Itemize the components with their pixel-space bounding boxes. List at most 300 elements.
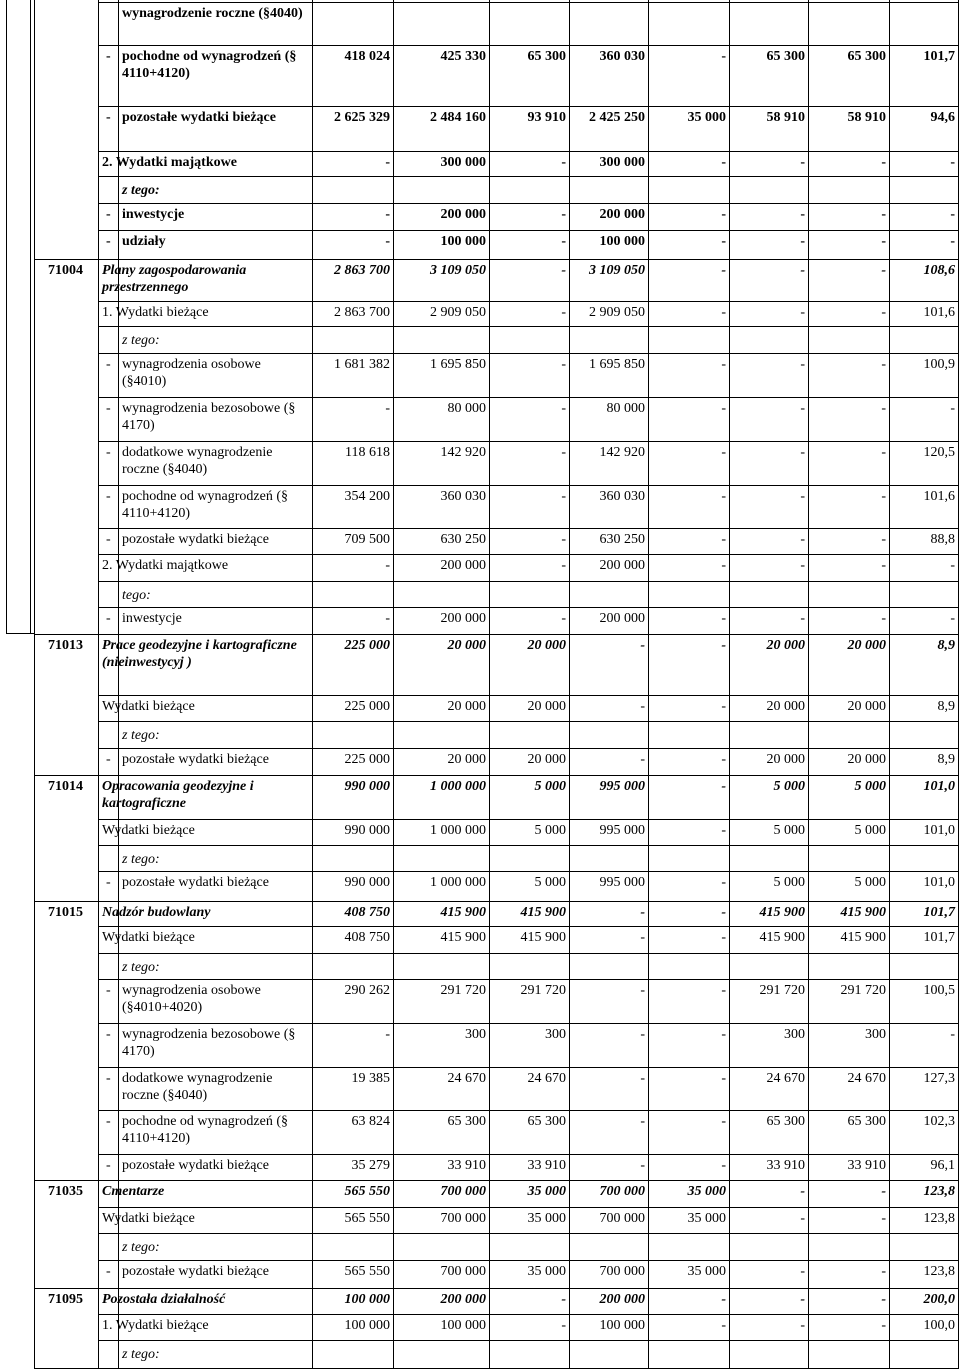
value-cell: 8,9 — [937, 752, 955, 767]
section-title: Prace geodezyjne i kartograficzne (nieinwestycyj ) — [102, 638, 297, 670]
value-cell: - — [640, 1027, 645, 1042]
value-cell: - — [881, 489, 886, 504]
value-cell: 100 000 — [599, 1318, 645, 1333]
section-code: 71014 — [48, 779, 83, 794]
value-cell: 108,6 — [923, 263, 955, 278]
item-label: pochodne od wynagrodzeń (§ 4110+4120) — [122, 489, 289, 521]
item-dash: - — [106, 234, 111, 249]
category-label: Wydatki bieżące — [102, 823, 195, 838]
value-cell: - — [800, 1264, 805, 1279]
value-cell: 995 000 — [599, 823, 645, 838]
item-dash: - — [106, 752, 111, 767]
value-cell: - — [800, 1292, 805, 1307]
value-cell: 20 000 — [527, 752, 566, 767]
row-divider — [98, 301, 958, 302]
row-divider — [98, 441, 958, 442]
row-divider — [98, 1260, 958, 1261]
value-cell: 118 618 — [345, 445, 390, 460]
value-cell: - — [561, 489, 566, 504]
category-label: 2. Wydatki majątkowe — [102, 558, 229, 573]
item-dash: - — [106, 207, 111, 222]
value-cell: 565 550 — [344, 1184, 390, 1199]
value-cell: - — [721, 489, 726, 504]
value-cell: 354 200 — [344, 489, 390, 504]
value-cell: 300 000 — [599, 155, 645, 170]
value-cell: - — [721, 779, 726, 794]
value-cell: 990 000 — [344, 823, 390, 838]
item-label: pozostałe wydatki bieżące — [122, 1158, 269, 1173]
value-cell: 33 910 — [447, 1158, 486, 1173]
row-divider — [98, 1067, 958, 1068]
value-cell: - — [640, 1114, 645, 1129]
value-cell: - — [561, 1292, 566, 1307]
item-label: pozostałe wydatki bieżące — [122, 532, 269, 547]
category-label: Wydatki bieżące — [102, 699, 195, 714]
value-cell: 709 500 — [344, 532, 390, 547]
value-cell: 35 279 — [351, 1158, 390, 1173]
value-cell: - — [950, 1027, 955, 1042]
value-cell: 65 300 — [527, 1114, 566, 1129]
value-cell: 100 000 — [344, 1318, 390, 1333]
row-divider — [98, 953, 958, 954]
value-cell: - — [950, 558, 955, 573]
value-cell: 120,5 — [923, 445, 955, 460]
value-cell: - — [721, 699, 726, 714]
value-cell: 101,6 — [923, 489, 955, 504]
value-cell: - — [561, 305, 566, 320]
value-cell: - — [721, 558, 726, 573]
value-cell: 24 670 — [527, 1071, 566, 1086]
value-cell: 360 030 — [440, 489, 486, 504]
value-cell: 415 900 — [840, 905, 886, 920]
value-cell: 225 000 — [344, 699, 390, 714]
row-divider — [34, 1180, 958, 1181]
value-cell: - — [881, 1264, 886, 1279]
value-cell: 5 000 — [854, 823, 886, 838]
value-cell: - — [881, 532, 886, 547]
value-cell: - — [800, 489, 805, 504]
item-dash: - — [106, 1264, 111, 1279]
value-cell: - — [561, 558, 566, 573]
value-cell: 100,9 — [923, 357, 955, 372]
value-cell: - — [881, 305, 886, 320]
value-cell: - — [721, 305, 726, 320]
value-cell: 33 910 — [527, 1158, 566, 1173]
value-cell: 291 720 — [520, 983, 566, 998]
value-cell: 700 000 — [440, 1264, 486, 1279]
row-divider — [98, 2, 958, 3]
value-cell: 415 900 — [840, 930, 886, 945]
value-cell: - — [721, 611, 726, 626]
value-cell: 123,8 — [923, 1264, 955, 1279]
value-cell: 200 000 — [599, 1292, 645, 1307]
value-cell: 101,0 — [923, 875, 955, 890]
value-cell: - — [881, 1184, 886, 1199]
item-label: inwestycje — [122, 207, 185, 222]
value-cell: - — [385, 1027, 390, 1042]
value-cell: 2 484 160 — [430, 110, 486, 125]
value-cell: 5 000 — [773, 779, 805, 794]
value-cell: 200 000 — [440, 207, 486, 222]
value-cell: - — [721, 905, 726, 920]
value-cell: - — [881, 401, 886, 416]
value-cell: - — [561, 155, 566, 170]
item-label: wynagrodzenia bezosobowe (§ 4170) — [122, 401, 296, 433]
value-cell: - — [721, 1318, 726, 1333]
value-cell: 20 000 — [847, 699, 886, 714]
value-cell: 20 000 — [766, 638, 805, 653]
value-cell: - — [881, 207, 886, 222]
value-cell: - — [721, 823, 726, 838]
value-cell: - — [721, 234, 726, 249]
item-dash: - — [106, 983, 111, 998]
value-cell: - — [640, 638, 645, 653]
value-cell: - — [721, 532, 726, 547]
value-cell: - — [721, 1027, 726, 1042]
value-cell: - — [800, 207, 805, 222]
value-cell: - — [800, 1318, 805, 1333]
row-divider — [98, 581, 958, 582]
item-dash: - — [106, 1027, 111, 1042]
page-margin-line — [6, 633, 34, 634]
value-cell: 65 300 — [766, 49, 805, 64]
category-label: Wydatki bieżące — [102, 1211, 195, 1226]
value-cell: - — [800, 558, 805, 573]
value-cell: 300 — [865, 1027, 886, 1042]
z-tego-label: z tego: — [122, 728, 160, 743]
value-cell: 65 300 — [847, 1114, 886, 1129]
value-cell: - — [561, 445, 566, 460]
value-cell: 101,0 — [923, 823, 955, 838]
row-divider — [98, 1314, 958, 1315]
z-tego-label: z tego: — [122, 960, 160, 975]
row-divider — [98, 353, 958, 354]
value-cell: 20 000 — [766, 752, 805, 767]
value-cell: 291 720 — [440, 983, 486, 998]
value-cell: 101,7 — [923, 930, 955, 945]
value-cell: 225 000 — [344, 638, 390, 653]
section-code: 71015 — [48, 905, 83, 920]
value-cell: 19 385 — [351, 1071, 390, 1086]
value-cell: - — [721, 930, 726, 945]
value-cell: 565 550 — [344, 1264, 390, 1279]
value-cell: 93 910 — [527, 110, 566, 125]
value-cell: 200 000 — [440, 1292, 486, 1307]
value-cell: - — [561, 532, 566, 547]
value-cell: - — [640, 699, 645, 714]
row-divider — [34, 1288, 958, 1289]
value-cell: 58 910 — [766, 110, 805, 125]
value-cell: - — [721, 1292, 726, 1307]
value-cell: - — [881, 357, 886, 372]
value-cell: - — [800, 1211, 805, 1226]
item-label: wynagrodzenie roczne (§4040) — [122, 6, 303, 21]
value-cell: 101,7 — [923, 905, 955, 920]
value-cell: 35 000 — [687, 1184, 726, 1199]
value-cell: - — [385, 234, 390, 249]
row-divider — [98, 176, 958, 177]
value-cell: - — [881, 558, 886, 573]
item-label: pochodne od wynagrodzeń (§ 4110+4120) — [122, 49, 297, 81]
category-label: 1. Wydatki bieżące — [102, 305, 209, 320]
value-cell: 630 250 — [440, 532, 486, 547]
value-cell: 630 250 — [599, 532, 645, 547]
value-cell: - — [721, 1071, 726, 1086]
value-cell: 20 000 — [847, 752, 886, 767]
value-cell: 5 000 — [773, 875, 805, 890]
value-cell: 58 910 — [847, 110, 886, 125]
value-cell: 300 — [545, 1027, 566, 1042]
value-cell: 995 000 — [599, 875, 645, 890]
z-tego-label: z tego: — [122, 333, 160, 348]
value-cell: - — [385, 207, 390, 222]
value-cell: - — [721, 263, 726, 278]
col-divider — [98, 0, 99, 1369]
value-cell: 127,3 — [923, 1071, 955, 1086]
col-divider — [393, 0, 394, 1369]
value-cell: 35 000 — [527, 1264, 566, 1279]
value-cell: 20 000 — [527, 638, 566, 653]
value-cell: 33 910 — [847, 1158, 886, 1173]
value-cell: - — [800, 305, 805, 320]
value-cell: - — [881, 611, 886, 626]
value-cell: 5 000 — [534, 875, 566, 890]
value-cell: - — [950, 207, 955, 222]
row-divider — [98, 1233, 958, 1234]
value-cell: 20 000 — [527, 699, 566, 714]
col-divider — [118, 0, 119, 1369]
section-title: Pozostała działalność — [102, 1292, 226, 1307]
row-divider — [98, 397, 958, 398]
value-cell: - — [721, 155, 726, 170]
value-cell: 300 — [465, 1027, 486, 1042]
value-cell: 990 000 — [344, 875, 390, 890]
value-cell: - — [561, 357, 566, 372]
section-title: Nadzór budowlany — [102, 905, 211, 920]
row-divider — [98, 819, 958, 820]
row-divider — [98, 151, 958, 152]
value-cell: 3 109 050 — [589, 263, 645, 278]
item-label: wynagrodzenia osobowe (§4010) — [122, 357, 261, 389]
value-cell: 100 000 — [440, 1318, 486, 1333]
value-cell: - — [721, 638, 726, 653]
value-cell: 5 000 — [534, 779, 566, 794]
page-margin-line — [30, 0, 31, 633]
row-divider — [34, 634, 958, 635]
value-cell: 360 030 — [599, 49, 645, 64]
page-margin-line — [6, 0, 7, 633]
value-cell: 360 030 — [599, 489, 645, 504]
value-cell: 565 550 — [344, 1211, 390, 1226]
value-cell: 20 000 — [447, 638, 486, 653]
item-dash: - — [106, 445, 111, 460]
row-divider — [98, 485, 958, 486]
value-cell: 1 695 850 — [589, 357, 645, 372]
value-cell: 100 000 — [440, 234, 486, 249]
value-cell: 88,8 — [930, 532, 955, 547]
row-divider — [98, 721, 958, 722]
value-cell: 700 000 — [440, 1211, 486, 1226]
value-cell: 20 000 — [447, 699, 486, 714]
value-cell: - — [881, 1292, 886, 1307]
value-cell: 700 000 — [599, 1184, 645, 1199]
item-label: inwestycje — [122, 611, 182, 626]
item-label: wynagrodzenia bezosobowe (§ 4170) — [122, 1027, 296, 1059]
value-cell: - — [800, 532, 805, 547]
value-cell: 20 000 — [847, 638, 886, 653]
value-cell: 8,9 — [937, 638, 955, 653]
value-cell: 1 695 850 — [430, 357, 486, 372]
item-dash: - — [106, 110, 111, 125]
value-cell: 100,0 — [923, 1318, 955, 1333]
value-cell: 5 000 — [854, 875, 886, 890]
row-divider — [98, 528, 958, 529]
value-cell: - — [950, 155, 955, 170]
value-cell: - — [561, 207, 566, 222]
value-cell: - — [385, 401, 390, 416]
row-divider — [98, 1207, 958, 1208]
value-cell: 5 000 — [854, 779, 886, 794]
value-cell: 80 000 — [447, 401, 486, 416]
value-cell: 415 900 — [520, 905, 566, 920]
section-title: Plany zagospodarowania przestrzennego — [102, 263, 247, 295]
value-cell: 123,8 — [923, 1184, 955, 1199]
item-label: wynagrodzenia osobowe (§4010+4020) — [122, 983, 261, 1015]
item-dash: - — [106, 1071, 111, 1086]
value-cell: 2 863 700 — [334, 305, 390, 320]
row-divider — [98, 748, 958, 749]
value-cell: 80 000 — [606, 401, 645, 416]
value-cell: 100,5 — [923, 983, 955, 998]
value-cell: 415 900 — [759, 930, 805, 945]
item-dash: - — [106, 611, 111, 626]
value-cell: 700 000 — [440, 1184, 486, 1199]
value-cell: 995 000 — [599, 779, 645, 794]
value-cell: - — [561, 234, 566, 249]
value-cell: - — [800, 401, 805, 416]
value-cell: - — [881, 1318, 886, 1333]
value-cell: 8,9 — [937, 699, 955, 714]
value-cell: - — [385, 155, 390, 170]
value-cell: 100 000 — [344, 1292, 390, 1307]
row-divider — [98, 979, 958, 980]
item-label: pozostałe wydatki bieżące — [122, 875, 269, 890]
value-cell: - — [721, 49, 726, 64]
item-dash: - — [106, 357, 111, 372]
value-cell: - — [721, 207, 726, 222]
row-divider — [98, 554, 958, 555]
category-label: Wydatki bieżące — [102, 930, 195, 945]
value-cell: - — [721, 401, 726, 416]
value-cell: 65 300 — [847, 49, 886, 64]
value-cell: 3 109 050 — [430, 263, 486, 278]
value-cell: 415 900 — [440, 930, 486, 945]
category-label: 1. Wydatki bieżące — [102, 1318, 209, 1333]
value-cell: 415 900 — [440, 905, 486, 920]
value-cell: - — [561, 401, 566, 416]
value-cell: 415 900 — [520, 930, 566, 945]
value-cell: 24 670 — [447, 1071, 486, 1086]
value-cell: - — [950, 234, 955, 249]
value-cell: - — [881, 445, 886, 460]
value-cell: 200 000 — [440, 611, 486, 626]
value-cell: 101,0 — [923, 779, 955, 794]
value-cell: 700 000 — [599, 1211, 645, 1226]
item-dash: - — [106, 489, 111, 504]
row-divider — [98, 845, 958, 846]
z-tego-label: z tego: — [122, 183, 160, 198]
value-cell: 225 000 — [344, 752, 390, 767]
value-cell: 101,6 — [923, 305, 955, 320]
item-dash: - — [106, 401, 111, 416]
value-cell: 96,1 — [930, 1158, 955, 1173]
value-cell: - — [640, 1071, 645, 1086]
value-cell: - — [721, 752, 726, 767]
row-divider — [34, 775, 958, 776]
value-cell: - — [800, 155, 805, 170]
value-cell: - — [561, 611, 566, 626]
item-dash: - — [106, 1158, 111, 1173]
value-cell: 123,8 — [923, 1211, 955, 1226]
value-cell: 33 910 — [766, 1158, 805, 1173]
item-label: pozostałe wydatki bieżące — [122, 110, 276, 125]
row-divider — [98, 1110, 958, 1111]
row-divider — [98, 45, 958, 46]
section-title: Cmentarze — [102, 1184, 165, 1199]
value-cell: 35 000 — [687, 1211, 726, 1226]
z-tego-label: z tego: — [122, 852, 160, 867]
z-tego-label: tego: — [122, 588, 151, 603]
value-cell: 1 000 000 — [430, 823, 486, 838]
value-cell: - — [721, 983, 726, 998]
value-cell: 291 720 — [840, 983, 886, 998]
value-cell: - — [881, 155, 886, 170]
value-cell: 425 330 — [440, 49, 486, 64]
value-cell: 20 000 — [766, 699, 805, 714]
z-tego-label: z tego: — [122, 1240, 160, 1255]
section-code: 71035 — [48, 1184, 83, 1199]
value-cell: - — [385, 611, 390, 626]
value-cell: - — [800, 1184, 805, 1199]
value-cell: - — [640, 983, 645, 998]
value-cell: 2 909 050 — [430, 305, 486, 320]
item-label: dodatkowe wynagrodzenie roczne (§4040) — [122, 445, 273, 477]
row-divider — [98, 871, 958, 872]
value-cell: 101,7 — [923, 49, 955, 64]
value-cell: 24 670 — [766, 1071, 805, 1086]
value-cell: - — [561, 1318, 566, 1333]
value-cell: 200 000 — [599, 207, 645, 222]
item-dash: - — [106, 49, 111, 64]
item-dash: - — [106, 875, 111, 890]
section-title: Opracowania geodezyjne i kartograficzne — [102, 779, 254, 811]
row-divider — [34, 259, 958, 260]
value-cell: 142 920 — [440, 445, 486, 460]
value-cell: 63 824 — [351, 1114, 390, 1129]
value-cell: 35 000 — [687, 1264, 726, 1279]
row-divider — [98, 695, 958, 696]
value-cell: 24 670 — [847, 1071, 886, 1086]
value-cell: - — [800, 611, 805, 626]
section-code: 71004 — [48, 263, 83, 278]
item-dash: - — [106, 532, 111, 547]
item-label: dodatkowe wynagrodzenie roczne (§4040) — [122, 1071, 273, 1103]
value-cell: - — [561, 263, 566, 278]
value-cell: 291 720 — [759, 983, 805, 998]
value-cell: 5 000 — [773, 823, 805, 838]
row-divider — [98, 230, 958, 231]
value-cell: 290 262 — [344, 983, 390, 998]
